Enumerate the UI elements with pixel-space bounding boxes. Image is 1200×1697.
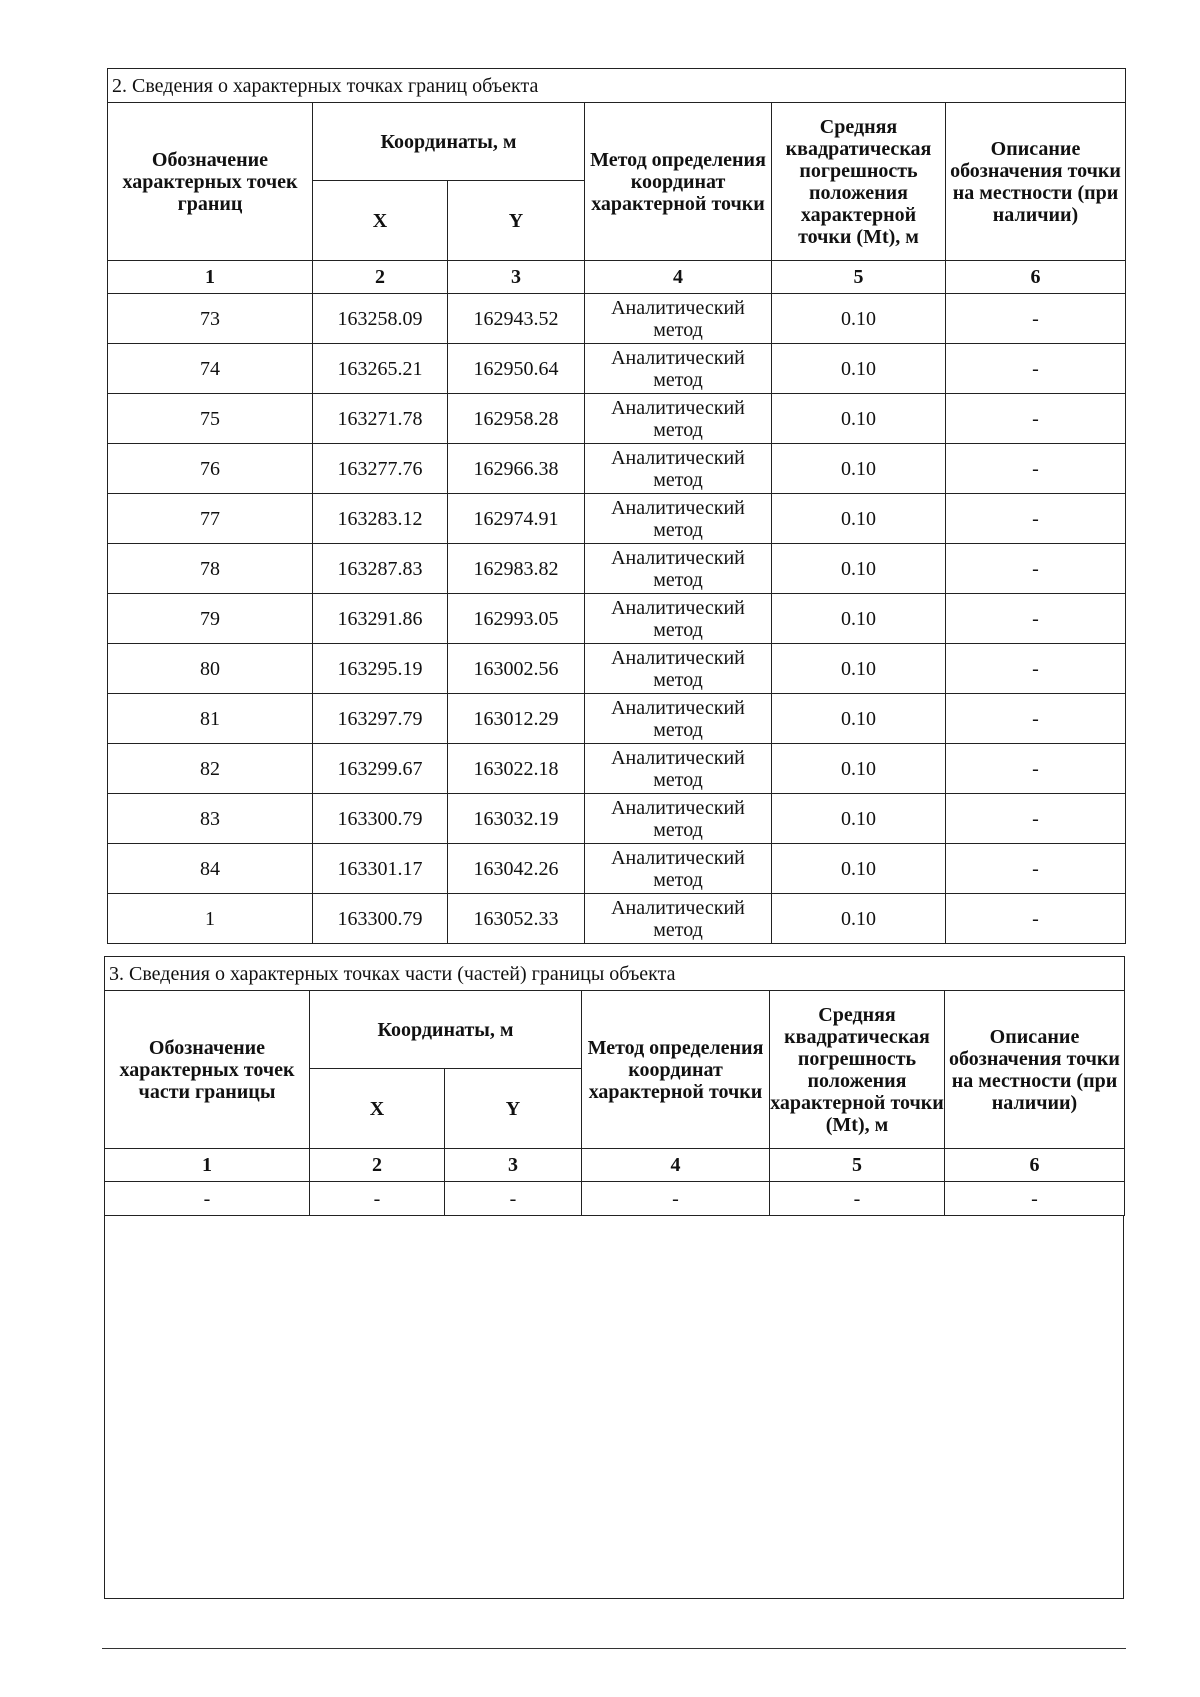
point-designation: 77 (108, 494, 313, 544)
header-error: Средняя квадратическая погрешность положения характерной точки (Mt), м (770, 991, 945, 1149)
error-cell: 0.10 (772, 744, 946, 794)
point-designation: 1 (108, 894, 313, 944)
column-number: 5 (770, 1149, 945, 1182)
column-numbers-row (105, 1149, 1125, 1182)
table-row (108, 844, 1126, 894)
point-designation: 83 (108, 794, 313, 844)
boundary-points-table (107, 68, 1126, 944)
error-cell: - (770, 1182, 945, 1216)
coordinate-y: 162983.82 (448, 544, 585, 594)
point-designation: 81 (108, 694, 313, 744)
section-3-title: 3. Сведения о характерных точках части (частей) границы объекта (105, 957, 1125, 991)
coordinate-x: 163283.12 (313, 494, 448, 544)
section-2-title: 2. Сведения о характерных точках границ объекта (108, 69, 1126, 103)
coordinate-x: 163258.09 (313, 294, 448, 344)
column-number: 1 (105, 1149, 310, 1182)
table-row (108, 544, 1126, 594)
point-designation: 76 (108, 444, 313, 494)
coordinate-y: 162993.05 (448, 594, 585, 644)
coordinate-x: 163287.83 (313, 544, 448, 594)
description-cell: - (946, 594, 1126, 644)
description-cell: - (946, 544, 1126, 594)
method-cell: Аналитический метод (585, 794, 772, 844)
method-cell: Аналитический метод (585, 744, 772, 794)
method-cell: Аналитический метод (585, 844, 772, 894)
description-cell: - (946, 744, 1126, 794)
description-cell: - (946, 294, 1126, 344)
description-cell: - (946, 694, 1126, 744)
column-number: 6 (946, 261, 1126, 294)
point-designation: 79 (108, 594, 313, 644)
header-designation: Обозначение характерных точек части границы (105, 991, 310, 1149)
coordinate-x: - (310, 1182, 445, 1216)
header-x: X (313, 181, 448, 261)
coordinate-x: 163265.21 (313, 344, 448, 394)
coordinate-x: 163299.67 (313, 744, 448, 794)
coordinate-y: 162943.52 (448, 294, 585, 344)
description-cell: - (946, 444, 1126, 494)
header-error: Средняя квадратическая погрешность положения характерной точки (Mt), м (772, 103, 946, 261)
error-cell: 0.10 (772, 894, 946, 944)
column-number: 4 (582, 1149, 770, 1182)
method-cell: Аналитический метод (585, 894, 772, 944)
coordinate-y: 162966.38 (448, 444, 585, 494)
coordinate-y: 162950.64 (448, 344, 585, 394)
table-row (108, 294, 1126, 344)
point-designation: 78 (108, 544, 313, 594)
point-designation: 74 (108, 344, 313, 394)
method-cell: Аналитический метод (585, 294, 772, 344)
error-cell: 0.10 (772, 844, 946, 894)
coordinate-y: 163002.56 (448, 644, 585, 694)
error-cell: 0.10 (772, 394, 946, 444)
column-number: 4 (585, 261, 772, 294)
column-numbers-row (108, 261, 1126, 294)
error-cell: 0.10 (772, 794, 946, 844)
error-cell: 0.10 (772, 494, 946, 544)
error-cell: 0.10 (772, 594, 946, 644)
description-cell: - (946, 794, 1126, 844)
point-designation: 75 (108, 394, 313, 444)
method-cell: Аналитический метод (585, 594, 772, 644)
header-coordinates: Координаты, м (313, 103, 585, 181)
coordinate-y: 162974.91 (448, 494, 585, 544)
coordinate-y: 162958.28 (448, 394, 585, 444)
column-number: 3 (448, 261, 585, 294)
table-row (105, 1182, 1125, 1216)
column-number: 2 (313, 261, 448, 294)
description-cell: - (946, 494, 1126, 544)
error-cell: 0.10 (772, 644, 946, 694)
description-cell: - (946, 844, 1126, 894)
column-number: 5 (772, 261, 946, 294)
column-number: 6 (945, 1149, 1125, 1182)
method-cell: Аналитический метод (585, 494, 772, 544)
point-designation: 82 (108, 744, 313, 794)
header-method: Метод определения координат характерной точки (585, 103, 772, 261)
header-method: Метод определения координат характерной точки (582, 991, 770, 1149)
method-cell: - (582, 1182, 770, 1216)
coordinate-y: 163042.26 (448, 844, 585, 894)
table-row (108, 894, 1126, 944)
header-y: Y (445, 1069, 582, 1149)
header-y: Y (448, 181, 585, 261)
error-cell: 0.10 (772, 444, 946, 494)
column-number: 2 (310, 1149, 445, 1182)
description-cell: - (946, 894, 1126, 944)
header-coordinates: Координаты, м (310, 991, 582, 1069)
column-number: 3 (445, 1149, 582, 1182)
method-cell: Аналитический метод (585, 344, 772, 394)
table-row (108, 744, 1126, 794)
coordinate-y: 163022.18 (448, 744, 585, 794)
coordinate-x: 163291.86 (313, 594, 448, 644)
header-description: Описание обозначения точки на местности (при наличии) (945, 991, 1125, 1149)
header-x: X (310, 1069, 445, 1149)
part-boundary-points-table (104, 956, 1125, 1216)
coordinate-y: 163012.29 (448, 694, 585, 744)
blank-area (104, 1216, 1124, 1599)
coordinate-y: - (445, 1182, 582, 1216)
header-designation: Обозначение характерных точек границ (108, 103, 313, 261)
footer-divider (102, 1648, 1126, 1649)
coordinate-x: 163271.78 (313, 394, 448, 444)
table-row (108, 344, 1126, 394)
column-number: 1 (108, 261, 313, 294)
header-description: Описание обозначения точки на местности (при наличии) (946, 103, 1126, 261)
coordinate-x: 163297.79 (313, 694, 448, 744)
table-row (108, 494, 1126, 544)
coordinate-x: 163277.76 (313, 444, 448, 494)
description-cell: - (945, 1182, 1125, 1216)
coordinate-x: 163301.17 (313, 844, 448, 894)
table-row (108, 444, 1126, 494)
method-cell: Аналитический метод (585, 694, 772, 744)
method-cell: Аналитический метод (585, 544, 772, 594)
table-row (108, 794, 1126, 844)
table-row (108, 644, 1126, 694)
method-cell: Аналитический метод (585, 644, 772, 694)
coordinate-y: 163052.33 (448, 894, 585, 944)
coordinate-y: 163032.19 (448, 794, 585, 844)
error-cell: 0.10 (772, 294, 946, 344)
description-cell: - (946, 644, 1126, 694)
point-designation: - (105, 1182, 310, 1216)
coordinate-x: 163300.79 (313, 894, 448, 944)
method-cell: Аналитический метод (585, 394, 772, 444)
error-cell: 0.10 (772, 544, 946, 594)
coordinate-x: 163295.19 (313, 644, 448, 694)
error-cell: 0.10 (772, 344, 946, 394)
coordinate-x: 163300.79 (313, 794, 448, 844)
table-row (108, 394, 1126, 444)
point-designation: 73 (108, 294, 313, 344)
table-row (108, 694, 1126, 744)
error-cell: 0.10 (772, 694, 946, 744)
method-cell: Аналитический метод (585, 444, 772, 494)
description-cell: - (946, 344, 1126, 394)
point-designation: 80 (108, 644, 313, 694)
table-row (108, 594, 1126, 644)
description-cell: - (946, 394, 1126, 444)
point-designation: 84 (108, 844, 313, 894)
